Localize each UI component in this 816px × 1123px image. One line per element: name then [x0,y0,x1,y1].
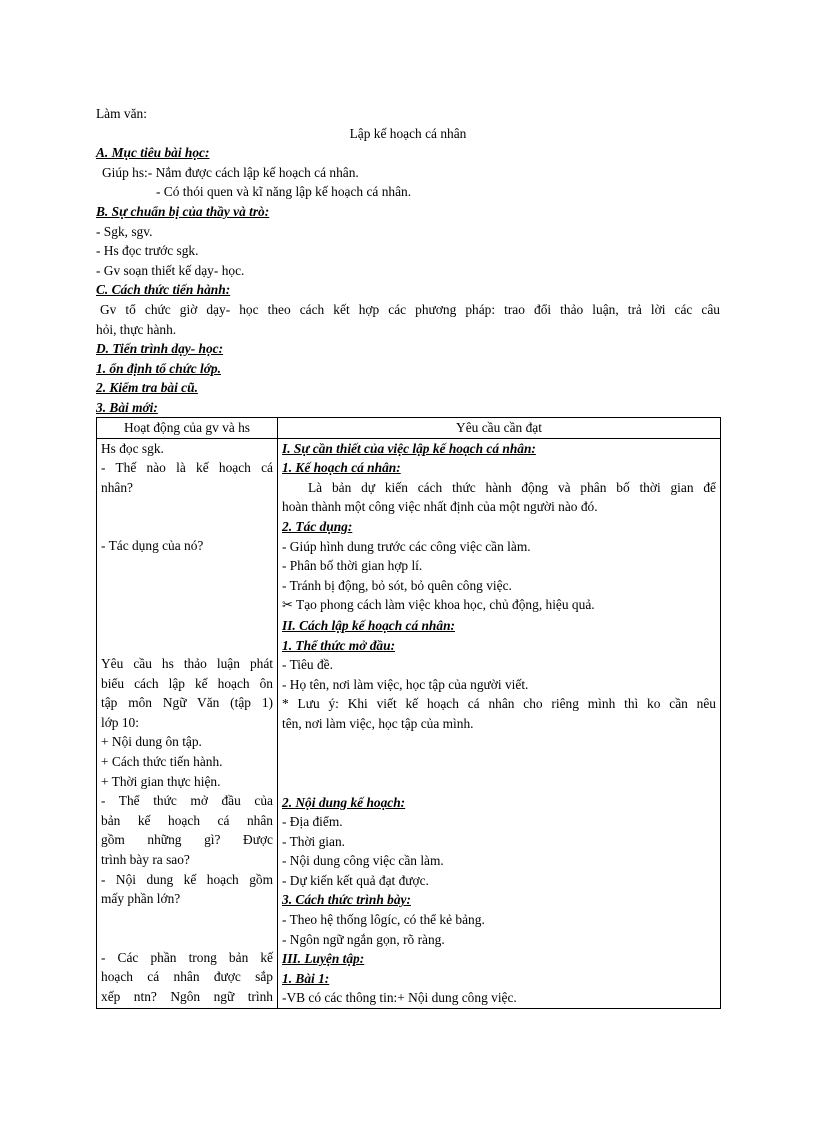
activity-line: tập môn Ngữ Văn (tập 1) [101,695,273,711]
activity-line: lớp 10: [101,714,139,730]
section-b-heading: B. Sự chuẩn bị của thầy và trò: [96,203,270,219]
activity-line: hoạch cá nhân được sắp [101,969,273,985]
part-2-heading: II. Cách lập kế hoạch cá nhân: [282,617,455,633]
subheading: 1. Thể thức mở đầu: [282,637,396,653]
page-title: Lập kế hoạch cá nhân [349,125,467,141]
subject-label: Làm văn: [96,106,147,121]
format-line: - Họ tên, nơi làm việc, học tập của người viết. [282,676,529,692]
method-line: Gv tổ chức giờ dạy- học theo cách kết hợp các phương pháp: trao đổi thảo luận, trả lời các câu [100,301,720,317]
col-requirement-header: Yêu cầu cần đạt [278,418,721,439]
exercise-line: -VB có các thông tin:+ Nội dung công việc. [282,990,517,1006]
definition-line: hoàn thành một công việc nhất định của một người nào đó. [282,499,598,515]
activity-line: nhân? [101,479,133,495]
presentation-line: - Theo hệ thống lôgíc, có thể kẻ bảng. [282,912,485,928]
activity-line: trình bày ra sao? [101,851,190,867]
scissors-icon: ✂ [282,598,293,614]
subheading: 2. Tác dụng: [282,518,353,534]
definition-line: Là bản dự kiến cách thức hành động và phân bố thời gian để [308,479,716,495]
activity-line: - Tác dụng của nó? [101,538,204,554]
activity-line: Hs đọc sgk. [101,440,164,456]
step-3-heading: 3. Bài mới: [96,399,158,415]
activity-line: biểu cách lập kế hoạch ôn [101,675,273,691]
activity-line: mấy phần lớn? [101,891,181,907]
activity-line: xếp ntn? Ngôn ngữ trình [101,988,273,1004]
content-line: - Nội dung công việc cần làm. [282,853,444,869]
activity-cell [97,438,278,1008]
activity-line: - Các phần trong bản kế [101,949,273,965]
subheading: 1. Kế hoạch cá nhân: [282,460,401,476]
prep-line: - Hs đọc trước sgk. [96,243,199,259]
objective-line: Giúp hs:- Nắm được cách lập kế hoạch cá nhân. [102,164,359,180]
prep-line: - Sgk, sgv. [96,223,153,239]
activity-line: bản kế hoạch cá nhân [101,812,273,828]
format-line: tên, nơi làm việc, học tập của mình. [282,715,474,731]
activity-line: - Thể thức mở đầu của [101,793,273,809]
prep-line: - Gv soạn thiết kế dạy- học. [96,262,245,278]
format-line: * Lưu ý: Khi viết kế hoạch cá nhân cho riêng mình thì ko cần nêu [282,696,716,712]
benefit-line: - Phân bố thời gian hợp lí. [282,558,423,574]
content-line: - Thời gian. [282,833,345,849]
content-line: - Địa điểm. [282,814,343,830]
lesson-plan-table [96,417,721,1009]
subheading: 2. Nội dung kế hoạch: [282,794,406,810]
table-row [97,438,721,1008]
activity-line: + Thời gian thực hiện. [101,773,221,789]
format-line: - Tiêu đề. [282,657,333,673]
requirement-cell [278,438,721,1008]
document-page [96,104,720,418]
part-1-heading: I. Sự cần thiết của việc lập kế hoạch cá nhân: [282,440,536,456]
activity-line: gồm những gì? Được [101,832,273,848]
subheading: 1. Bài 1: [282,970,330,986]
step-1-heading: 1. ổn định tổ chức lớp. [96,360,221,376]
section-d-heading: D. Tiến trình dạy- học: [96,341,224,357]
content-line: - Dự kiến kết quả đạt được. [282,872,429,888]
subheading: 3. Cách thức trình bày: [282,892,411,908]
step-2-heading: 2. Kiểm tra bài cũ. [96,380,198,396]
benefit-line [282,595,716,616]
col-activity-header: Hoạt động của gv và hs [97,418,278,439]
table-header-row [97,418,721,439]
objective-line: - Có thói quen và kĩ năng lập kế hoạch cá nhân. [156,184,412,200]
benefit-line: - Giúp hình dung trước các công việc cần làm. [282,538,531,554]
section-c-heading: C. Cách thức tiến hành: [96,282,231,298]
activity-line: + Nội dung ôn tập. [101,734,202,750]
section-a-heading: A. Mục tiêu bài học: [96,145,210,161]
presentation-line: - Ngôn ngữ ngắn gọn, rõ ràng. [282,931,445,947]
activity-line: Yêu cầu hs thảo luận phát [101,655,273,671]
benefit-text: Tạo phong cách làm việc khoa học, chủ động, hiệu quả. [296,597,595,613]
benefit-line: - Tránh bị động, bỏ sót, bỏ quên công việc. [282,577,512,593]
activity-line: + Cách thức tiến hành. [101,753,223,769]
activity-line: - Nội dung kế hoạch gồm [101,871,273,887]
method-line: hỏi, thực hành. [96,321,177,337]
part-3-heading: III. Luyện tập: [282,951,365,967]
activity-line: - Thế nào là kế hoạch cá [101,460,273,476]
